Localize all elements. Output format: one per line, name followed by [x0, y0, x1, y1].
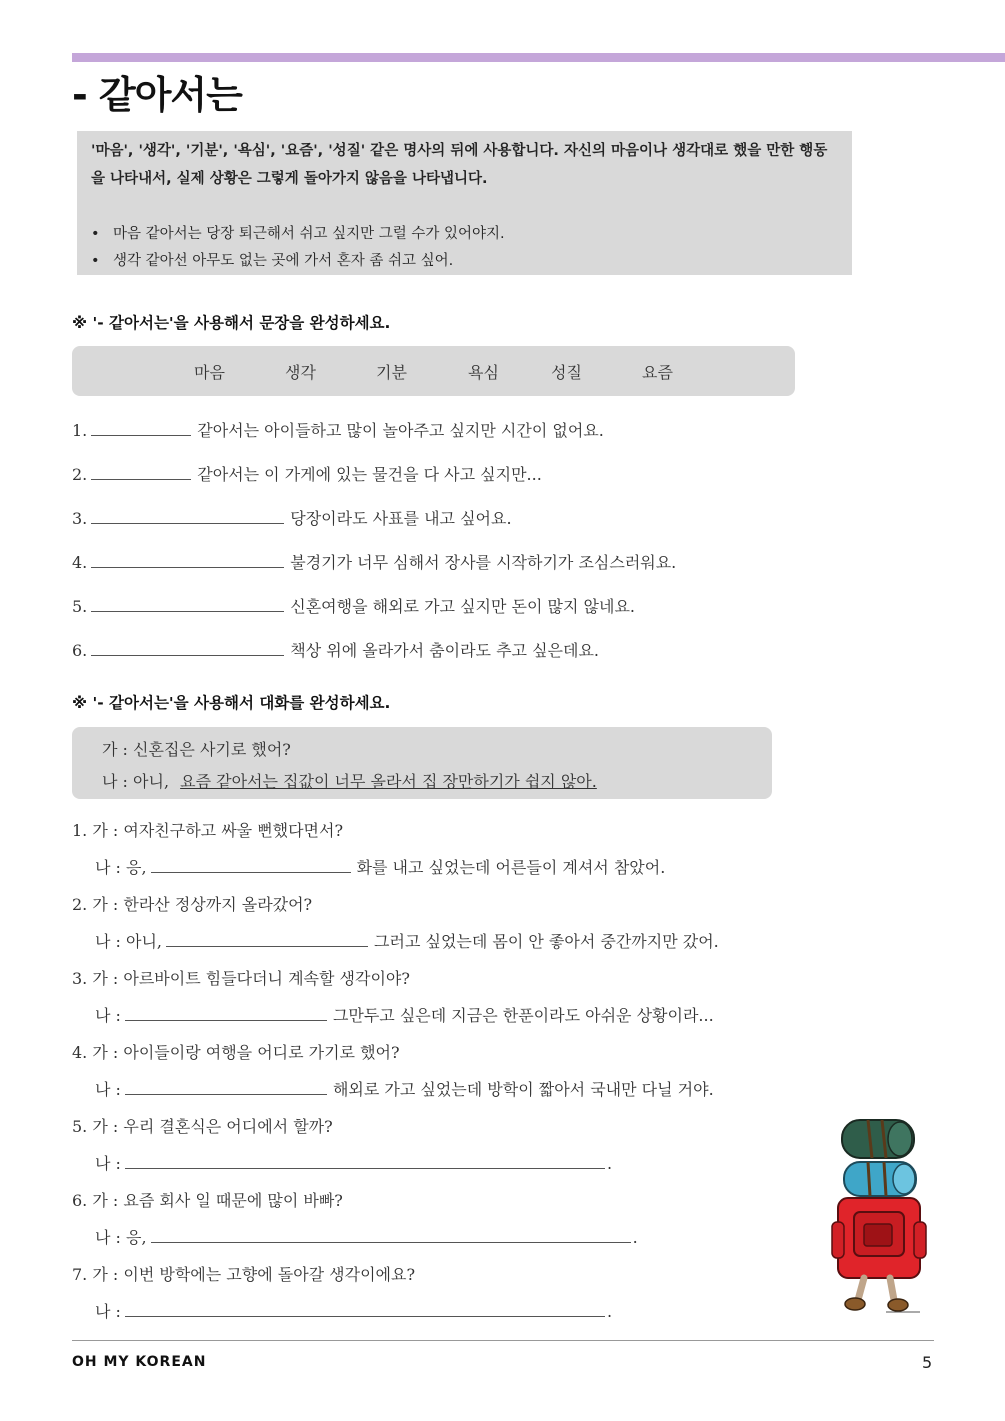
answer-blank[interactable]: [125, 1302, 605, 1317]
exercise1-item: 1. 같아서는 아이들하고 많이 놀아주고 싶지만 시간이 없어요.: [72, 421, 604, 440]
word-bank-item: 요즘: [642, 363, 673, 382]
answer-blank[interactable]: [125, 1006, 327, 1021]
dialogue-na-line: 나 : .: [95, 1302, 613, 1321]
page-title: - 같아서는: [72, 73, 242, 117]
answer-blank[interactable]: [125, 1154, 605, 1169]
section1-heading: ※ '- 같아서는'을 사용해서 문장을 완성하세요.: [72, 314, 391, 332]
dialogue-ga-line: 7. 가 : 이번 방학에는 고향에 돌아갈 생각이에요?: [72, 1265, 416, 1284]
bullet: •: [91, 226, 100, 242]
dialogue-na-line: 나 : .: [95, 1154, 613, 1173]
answer-blank[interactable]: [91, 597, 284, 612]
word-bank-item: 생각: [285, 363, 316, 382]
word-bank-item: 성질: [551, 363, 582, 382]
answer-blank[interactable]: [151, 1228, 631, 1243]
answer-blank[interactable]: [125, 1080, 327, 1095]
exercise1-item: 6. 책상 위에 올라가서 춤이라도 추고 싶은데요.: [72, 641, 599, 660]
grammar-example-2: • 생각 같아선 아무도 없는 곳에 가서 혼자 좀 쉬고 싶어.: [91, 253, 454, 269]
exercise1-item: 2. 같아서는 이 가게에 있는 물건을 다 사고 싶지만...: [72, 465, 542, 484]
answer-blank[interactable]: [91, 553, 284, 568]
exercise1-item: 4. 불경기가 너무 심해서 장사를 시작하기가 조심스러워요.: [72, 553, 677, 572]
dialogue-na-line: 나 : 아니, 그러고 싶었는데 몸이 안 좋아서 중간까지만 갔어.: [95, 932, 719, 951]
example-ga-line: 가 : 신혼집은 사기로 했어?: [102, 740, 291, 759]
bullet: •: [91, 253, 100, 269]
dialogue-ga-line: 3. 가 : 아르바이트 힘들다더니 계속할 생각이야?: [72, 969, 410, 988]
dialogue-ga-line: 1. 가 : 여자친구하고 싸울 뻔했다면서?: [72, 821, 344, 840]
dialogue-na-line: 나 : 응, .: [95, 1228, 638, 1247]
dialogue-na-line: 나 : 응, 화를 내고 싶었는데 어른들이 계셔서 참았어.: [95, 858, 666, 877]
grammar-info-box: [77, 131, 852, 275]
answer-blank[interactable]: [166, 932, 368, 947]
exercise1-item: 5. 신혼여행을 해외로 가고 싶지만 돈이 많지 않네요.: [72, 597, 635, 616]
answer-blank[interactable]: [151, 858, 351, 873]
word-bank-item: 욕심: [468, 363, 499, 382]
backpacker-illustration: [828, 1112, 928, 1317]
footer-divider: [72, 1340, 934, 1341]
dialogue-ga-line: 2. 가 : 한라산 정상까지 올라갔어?: [72, 895, 313, 914]
answer-blank[interactable]: [91, 641, 284, 656]
dialogue-ga-line: 5. 가 : 우리 결혼식은 어디에서 할까?: [72, 1117, 333, 1136]
grammar-description: '마음', '생각', '기분', '욕심', '요즘', '성질' 같은 명사의 뒤에 사용합니다. 자신의 마음이나 생각대로 했을 만한 행동을 나타내서, 실제 상황은 그렇게 돌아가지 않음을 나타냅니다.: [91, 143, 828, 187]
word-bank-item: 마음: [194, 363, 225, 382]
answer-blank[interactable]: [91, 465, 191, 480]
example-answer: 요즘 같아서는 집값이 너무 올라서 집 장만하기가 쉽지 않아.: [180, 772, 597, 791]
exercise1-item: 3. 당장이라도 사표를 내고 싶어요.: [72, 509, 512, 528]
page-number: 5: [922, 1353, 933, 1372]
dialogue-na-line: 나 : 그만두고 싶은데 지금은 한푼이라도 아쉬운 상황이라...: [95, 1006, 714, 1025]
dialogue-ga-line: 6. 가 : 요즘 회사 일 때문에 많이 바빠?: [72, 1191, 343, 1210]
header-accent-bar: [72, 53, 1005, 62]
section2-heading: ※ '- 같아서는'을 사용해서 대화를 완성하세요.: [72, 694, 391, 712]
dialogue-example-box: [72, 727, 772, 799]
footer-brand: OH MY KOREAN: [72, 1354, 207, 1370]
answer-blank[interactable]: [91, 509, 284, 524]
dialogue-ga-line: 4. 가 : 아이들이랑 여행을 어디로 가기로 했어?: [72, 1043, 400, 1062]
example-na-line: 나 : 아니, 요즘 같아서는 집값이 너무 올라서 집 장만하기가 쉽지 않아.: [102, 772, 597, 791]
word-bank: [72, 346, 795, 396]
dialogue-na-line: 나 : 해외로 가고 싶었는데 방학이 짧아서 국내만 다닐 거야.: [95, 1080, 714, 1099]
word-bank-item: 기분: [376, 363, 407, 382]
grammar-example-1: • 마음 같아서는 당장 퇴근해서 쉬고 싶지만 그럴 수가 있어야지.: [91, 226, 505, 242]
answer-blank[interactable]: [91, 421, 191, 436]
